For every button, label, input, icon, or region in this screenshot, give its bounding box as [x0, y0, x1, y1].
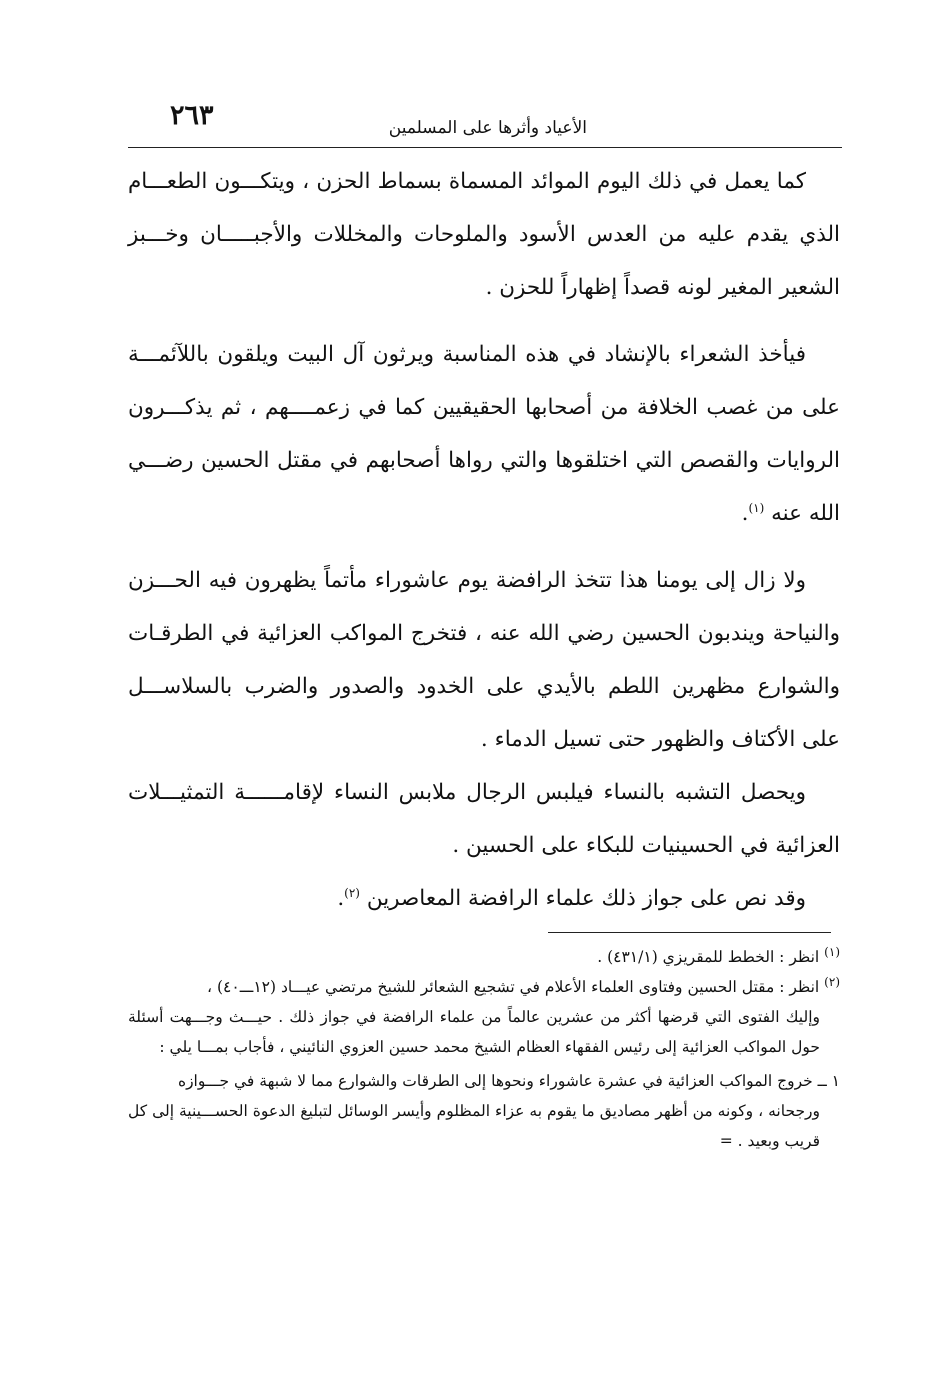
footnote-2-cont-text: وإليك الفتوى التي قرضها أكثر من عشرين عالماً من علماء الرافضة في جواز ذلك . حيـــث وجـــهت أسئلة حول المواكب العزائية إلى رئيس الفقهاء العظام الشيخ محمد حسين العزوي النائيني ، فأجاب بمـــا يلي : — [128, 1008, 820, 1056]
running-title: الأعياد وأثرها على المسلمين — [388, 118, 587, 138]
paragraph-5-end: . — [337, 886, 345, 911]
paragraph-2-end: . — [741, 501, 749, 526]
item-1-number: ١ ــ — [817, 1072, 840, 1090]
footnote-2 — [128, 972, 840, 1002]
footnote-ref-1: (١) — [748, 500, 765, 515]
footnote-1-marker: (١) — [824, 944, 840, 959]
footnote-2-item-1-continuation — [128, 1096, 840, 1156]
paragraph-3-text: ولا زال إلى يومنا هذا تتخذ الرافضة يوم عاشوراء مأتماً يظهرون فيه الحـــزن والنياحة ويندبون الحسين رضي الله عنه ، فتخرج المواكب العزائية في الطرقـات والشوارع مظهرين اللطم بالأيدي على الخدود والصدور والضرب بالسلاســـل على الأكتاف والظهور حتى تسيل الدماء . — [128, 568, 840, 752]
item-1-continues-mark: = — [719, 1132, 733, 1150]
paragraph-3 — [128, 554, 840, 766]
footnote-rule — [548, 932, 831, 933]
paragraph-2 — [128, 328, 840, 540]
footnote-1-text: انظر : الخطط للمقريزي (٤٣١/١) . — [597, 948, 820, 966]
footnote-2-continuation — [128, 1002, 840, 1062]
footnote-ref-2: (٢) — [344, 885, 360, 900]
paragraph-4 — [128, 766, 840, 872]
footnote-2-marker: (٢) — [824, 974, 840, 989]
paragraph-1 — [128, 155, 840, 314]
header-rule — [128, 147, 842, 148]
paragraph-5 — [128, 872, 840, 925]
item-1-cont-text: ورجحانه ، وكونه من أظهر مصاديق ما يقوم به عزاء المظلوم وأيسر الوسائل لتبليغ الدعوة الحســـينية إلى كل قريب وبعيد . — [128, 1102, 820, 1150]
footnotes — [128, 942, 840, 1156]
page-header — [128, 100, 842, 148]
footnote-2-text: انظر : مقتل الحسين وفتاوى العلماء الأعلام في تشجيع الشعائر للشيخ مرتضي عيـــاد (١٢ـــ٤٠) ، — [207, 978, 820, 996]
paragraph-2-text: فيأخذ الشعراء بالإنشاد في هذه المناسبة ويرثون آل البيت ويلقون باللآئمـــة على من غصب الخلافة من أصحابها الحقيقيين كما في زعمــــهم ، ثم يذكـــرون الروايات والقصص التي اختلقوها والتي رواها أصحابهم في مقتل الحسين رضـــي الله عنه — [128, 342, 840, 526]
paragraph-1-text: كما يعمل في ذلك اليوم الموائد المسماة بسماط الحزن ، ويتكـــون الطعـــام الذي يقدم عليه من العدس الأسود والملوحات والمخللات والأجبـــــان وخـــبز الشعير المغير لونه قصداً إظهاراً للحزن . — [128, 169, 840, 300]
paragraph-5-text: وقد نص على جواز ذلك علماء الرافضة المعاصرين — [366, 886, 806, 911]
footnote-2-item-1 — [128, 1066, 840, 1096]
page-number: ٢٦٣ — [170, 100, 214, 131]
footnote-1 — [128, 942, 840, 972]
item-1-text: خروج المواكب العزائية في عشرة عاشوراء ونحوها إلى الطرقات والشوارع مما لا شبهة في جـــوازه — [177, 1072, 813, 1090]
main-text — [128, 155, 840, 925]
paragraph-4-text: ويحصل التشبه بالنساء فيلبس الرجال ملابس النساء لإقامــــــة التمثيـــلات العزائية في الحسينيات للبكاء على الحسين . — [128, 780, 840, 858]
